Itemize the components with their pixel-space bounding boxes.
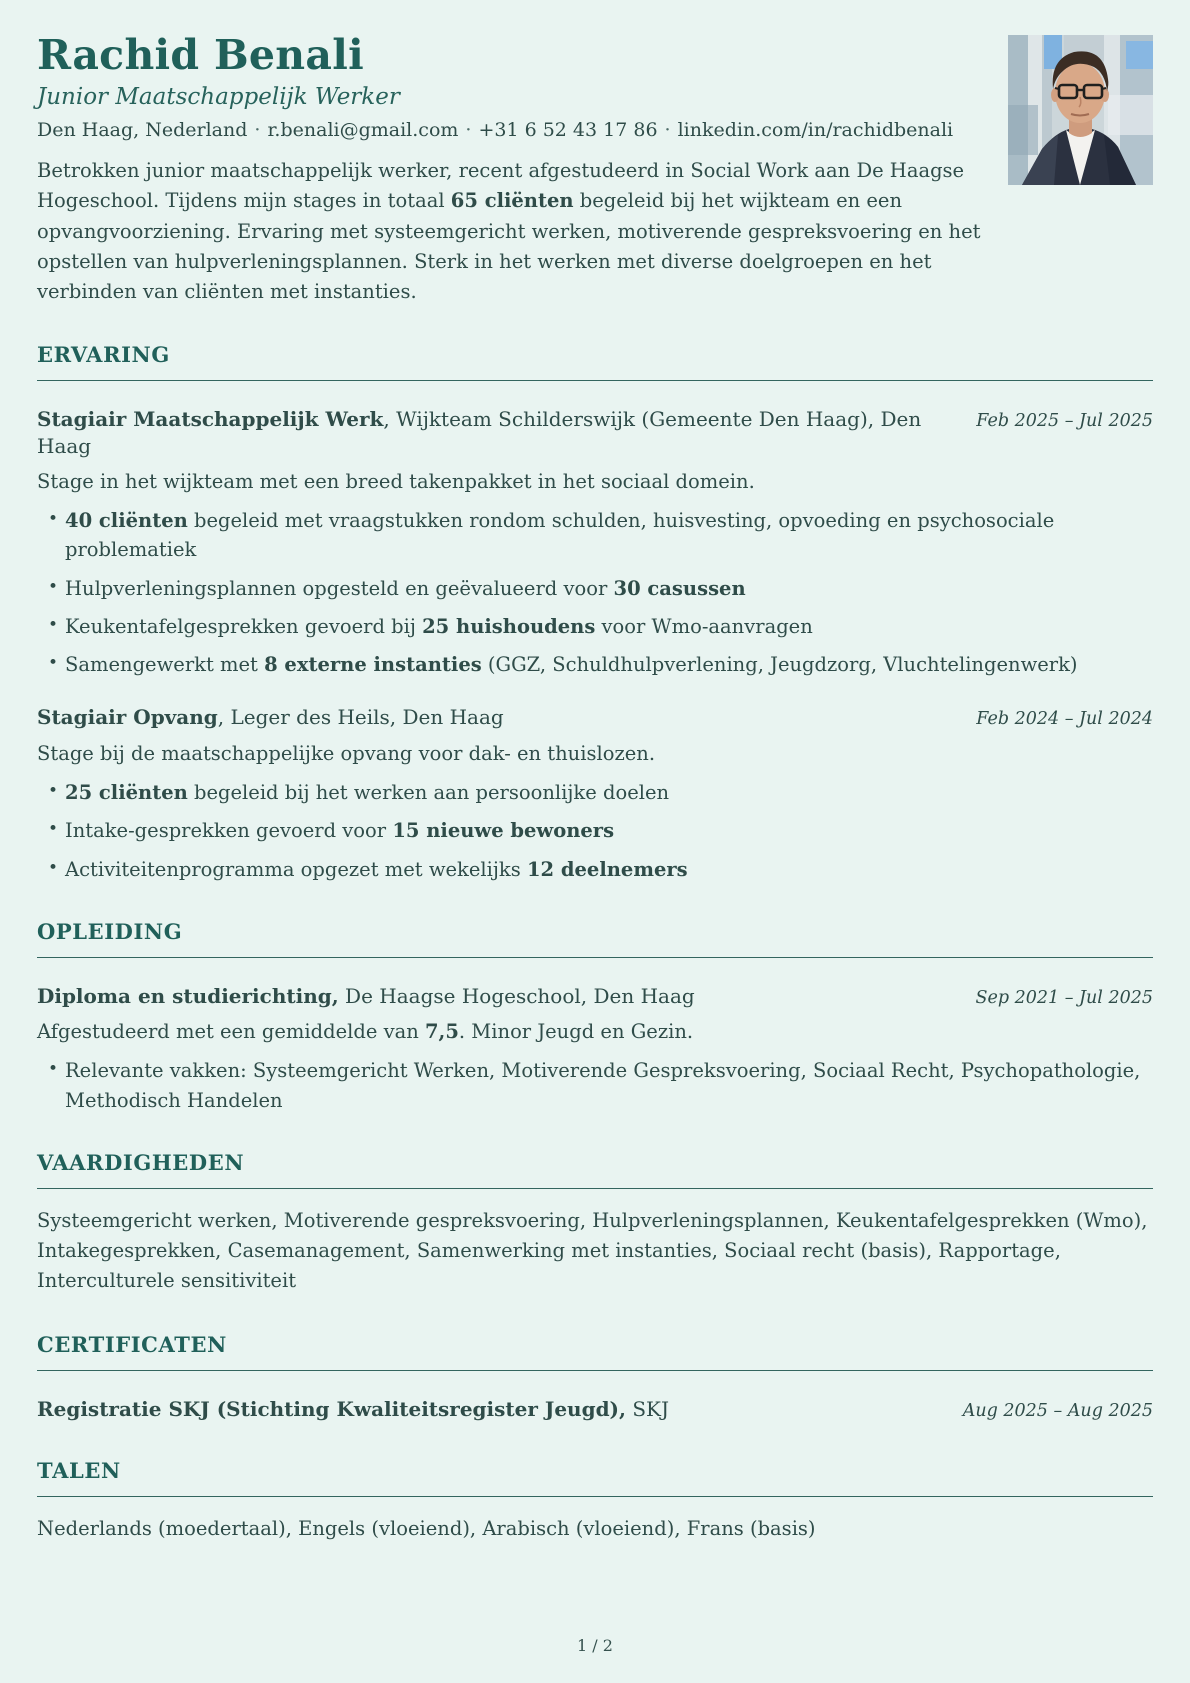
page-number: 1 / 2	[577, 1636, 613, 1655]
bullet-item: • 40 cliënten begeleid met vraagstukken rondom schulden, huisvesting, opvoeding en psychosociale problematiek	[37, 506, 1153, 565]
certificate-entry	[37, 1396, 1153, 1424]
experience-bullet-list	[37, 778, 1153, 884]
experience-entry-dates: Feb 2025 – Jul 2025	[976, 411, 1153, 432]
header-text-block	[37, 32, 989, 307]
bullet-item: • Intake-gesprekken gevoerd voor 15 nieuwe bewoners	[37, 816, 1153, 845]
section-title-talen: TALEN	[37, 1458, 121, 1484]
experience-entry-dates: Feb 2024 – Jul 2024	[976, 709, 1153, 730]
profile-photo-image	[1008, 35, 1153, 185]
profile-photo	[1008, 35, 1153, 185]
languages-list: Nederlands (moedertaal), Engels (vloeiend), Arabisch (vloeiend), Frans (basis)	[37, 1517, 816, 1541]
education-entry-description: Afgestudeerd met een gemiddelde van 7,5. Minor Jeugd en Gezin.	[37, 1020, 694, 1044]
contact-phone: +31 6 52 43 17 86	[478, 119, 658, 142]
section-divider	[37, 957, 1153, 958]
experience-entry-description: Stage bij de maatschappelijke opvang voor dak- en thuislozen.	[37, 742, 656, 766]
dot-separator: ·	[465, 119, 472, 142]
contact-linkedin: linkedin.com/in/rachidbenali	[677, 119, 954, 142]
section-ervaring	[37, 307, 1153, 884]
bullet-item: • Hulpverleningsplannen opgesteld en geëvalueerd voor 30 casussen	[37, 574, 1153, 603]
skills-list: Systeemgericht werken, Motiverende gespreksvoering, Hulpverleningsplannen, Keukentafelgesprekken (Wmo), Intakegesprekken, Casemanagement, Samenwerking met instanties, Sociaal recht (basis), Rapportage, Interculturele sensitiviteit	[37, 1208, 1148, 1293]
experience-entry-description: Stage in het wijkteam met een breed takenpakket in het sociaal domein.	[37, 470, 755, 494]
education-entry	[37, 983, 1153, 1115]
contact-location: Den Haag, Nederland	[37, 119, 248, 142]
experience-entry	[37, 406, 1153, 679]
section-title-certificaten: CERTIFICATEN	[37, 1331, 227, 1357]
profile-summary: Betrokken junior maatschappelijk werker, recent afgestudeerd in Social Work aan De Haagse Hogeschool. Tijdens mijn stages in totaal 65 cliënten begeleid bij het wijkteam en een opvangvoorziening. Ervaring met systeemgericht werken, motiverende gespreksvoering en het opstellen van hulpverleningsplannen. Sterk in het werken met diverse doelgroepen en het verbinden van cliënten met instanties.	[37, 159, 981, 304]
education-bullet-list	[37, 1056, 1153, 1115]
section-divider	[37, 1188, 1153, 1189]
section-divider	[37, 380, 1153, 381]
certificate-entry-title: Registratie SKJ (Stichting Kwaliteitsregister Jeugd), SKJ	[37, 1396, 670, 1421]
experience-bullet-list	[37, 506, 1153, 679]
bullet-item: • Keukentafelgesprekken gevoerd bij 25 huishoudens voor Wmo-aanvragen	[37, 612, 1153, 641]
job-title: Junior Maatschappelijk Werker	[37, 84, 400, 111]
section-title-vaardigheden: VAARDIGHEDEN	[37, 1149, 245, 1175]
dot-separator: ·	[664, 119, 671, 142]
header	[37, 32, 1153, 307]
bullet-item: • Relevante vakken: Systeemgericht Werken, Motiverende Gespreksvoering, Sociaal Recht, Psychopathologie, Methodisch Handelen	[37, 1056, 1153, 1115]
section-title-ervaring: ERVARING	[37, 342, 170, 368]
experience-entry-title: Stagiair Maatschappelijk Werk, Wijkteam Schilderswijk (Gemeente Den Haag), Den Haag	[37, 407, 922, 459]
section-talen	[37, 1423, 1153, 1544]
section-certificaten	[37, 1297, 1153, 1424]
section-divider	[37, 1370, 1153, 1371]
section-opleiding	[37, 884, 1153, 1115]
bullet-item: • Activiteitenprogramma opgezet met wekelijks 12 deelnemers	[37, 855, 1153, 884]
bullet-item: • Samengewerkt met 8 externe instanties (GGZ, Schuldhulpverlening, Jeugdzorg, Vluchtelingenwerk)	[37, 650, 1153, 679]
certificate-entry-dates: Aug 2025 – Aug 2025	[962, 1400, 1153, 1421]
contact-email: r.benali@gmail.com	[267, 119, 459, 142]
experience-entry-title: Stagiair Opvang, Leger des Heils, Den Haag	[37, 705, 504, 730]
bullet-item: • 25 cliënten begeleid bij het werken aan persoonlijke doelen	[37, 778, 1153, 807]
education-entry-title: Diploma en studierichting, De Haagse Hogeschool, Den Haag	[37, 983, 695, 1008]
contact-line	[37, 119, 989, 141]
section-title-opleiding: OPLEIDING	[37, 918, 183, 944]
dot-separator: ·	[254, 119, 261, 142]
experience-entry	[37, 704, 1153, 883]
person-name: Rachid Benali	[37, 31, 365, 79]
education-entry-dates: Sep 2021 – Jul 2025	[975, 987, 1153, 1008]
section-divider	[37, 1496, 1153, 1497]
section-vaardigheden	[37, 1115, 1153, 1297]
